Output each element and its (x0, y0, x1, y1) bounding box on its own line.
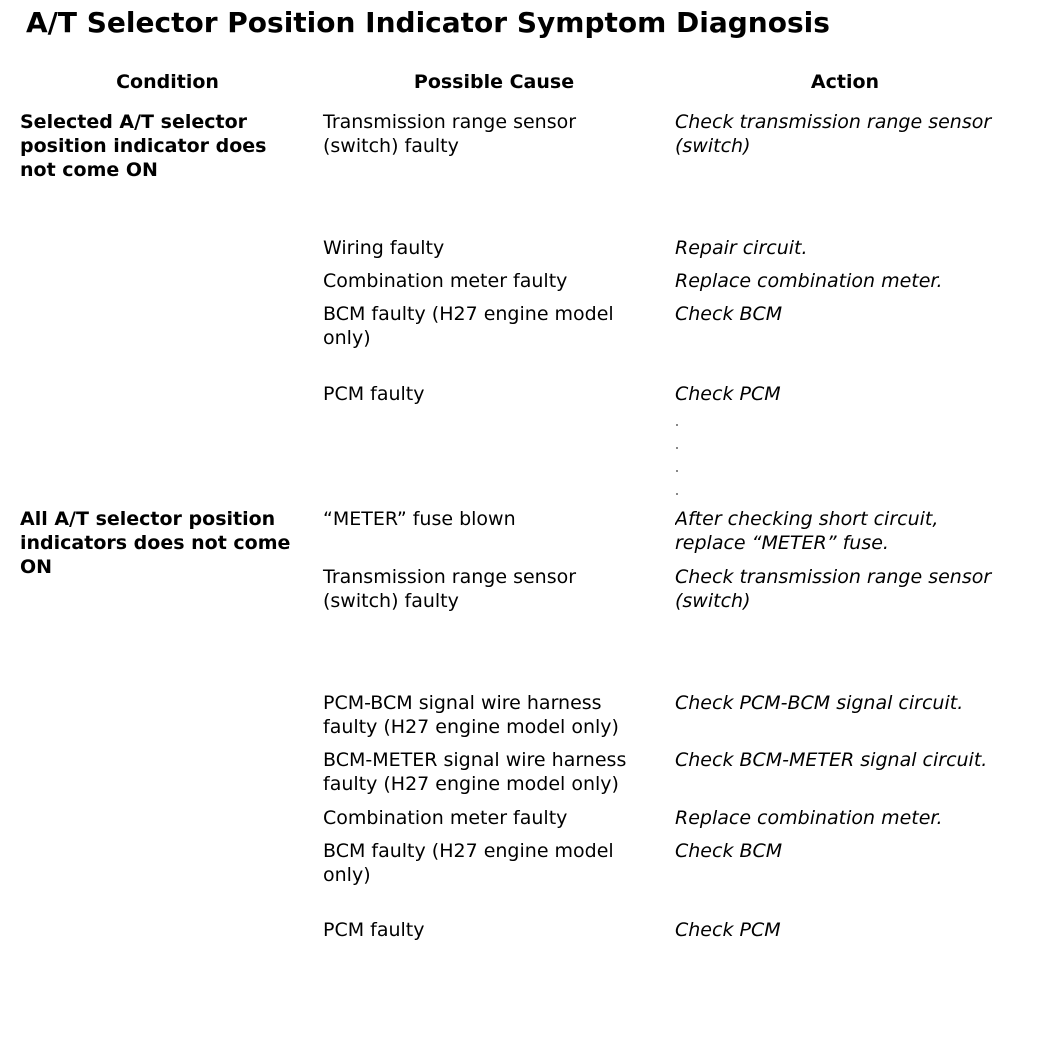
scan-dot (676, 447, 678, 449)
action-cell: Check BCM (675, 840, 783, 862)
scan-dot (676, 424, 678, 426)
page-title: A/T Selector Position Indicator Symptom Diagnosis (26, 6, 830, 39)
cause-cell: BCM faulty (H27 engine model only) (323, 840, 614, 886)
action-cell: Check PCM (675, 919, 781, 941)
cause-cell: Transmission range sensor (switch) faulty (323, 566, 577, 612)
cause-cell: BCM-METER signal wire harness faulty (H27 engine model only) (323, 749, 627, 795)
cause-cell: PCM faulty (323, 919, 425, 941)
action-cell: Repair circuit. (675, 237, 808, 259)
cause-cell: Wiring faulty (323, 237, 445, 259)
action-cell: Check PCM (675, 383, 781, 405)
action-cell: Replace combination meter. (675, 807, 943, 829)
condition-selected-indicator: Selected A/T selector position indicator does not come ON (20, 111, 267, 181)
header-possible-cause: Possible Cause (413, 71, 575, 93)
header-action: Action (810, 71, 880, 93)
cause-cell: Transmission range sensor (switch) faulty (323, 111, 577, 157)
condition-all-indicators: All A/T selector position indicators does not come ON (20, 508, 291, 578)
cause-cell: “METER” fuse blown (323, 508, 516, 530)
cause-cell: Combination meter faulty (323, 270, 568, 292)
action-cell: Check transmission range sensor (switch) (675, 111, 992, 157)
action-cell: Replace combination meter. (675, 270, 943, 292)
action-cell: Check PCM-BCM signal circuit. (675, 692, 964, 714)
cause-cell: Combination meter faulty (323, 807, 568, 829)
cause-cell: PCM-BCM signal wire harness faulty (H27 engine model only) (323, 692, 619, 738)
cause-cell: PCM faulty (323, 383, 425, 405)
action-cell: After checking short circuit, replace “METER” fuse. (675, 508, 939, 554)
scan-dot (676, 493, 678, 495)
action-cell: Check BCM (675, 303, 783, 325)
header-condition: Condition (116, 71, 219, 93)
action-cell: Check transmission range sensor (switch) (675, 566, 992, 612)
action-cell: Check BCM-METER signal circuit. (675, 749, 988, 771)
scan-dot (676, 470, 678, 472)
cause-cell: BCM faulty (H27 engine model only) (323, 303, 614, 349)
